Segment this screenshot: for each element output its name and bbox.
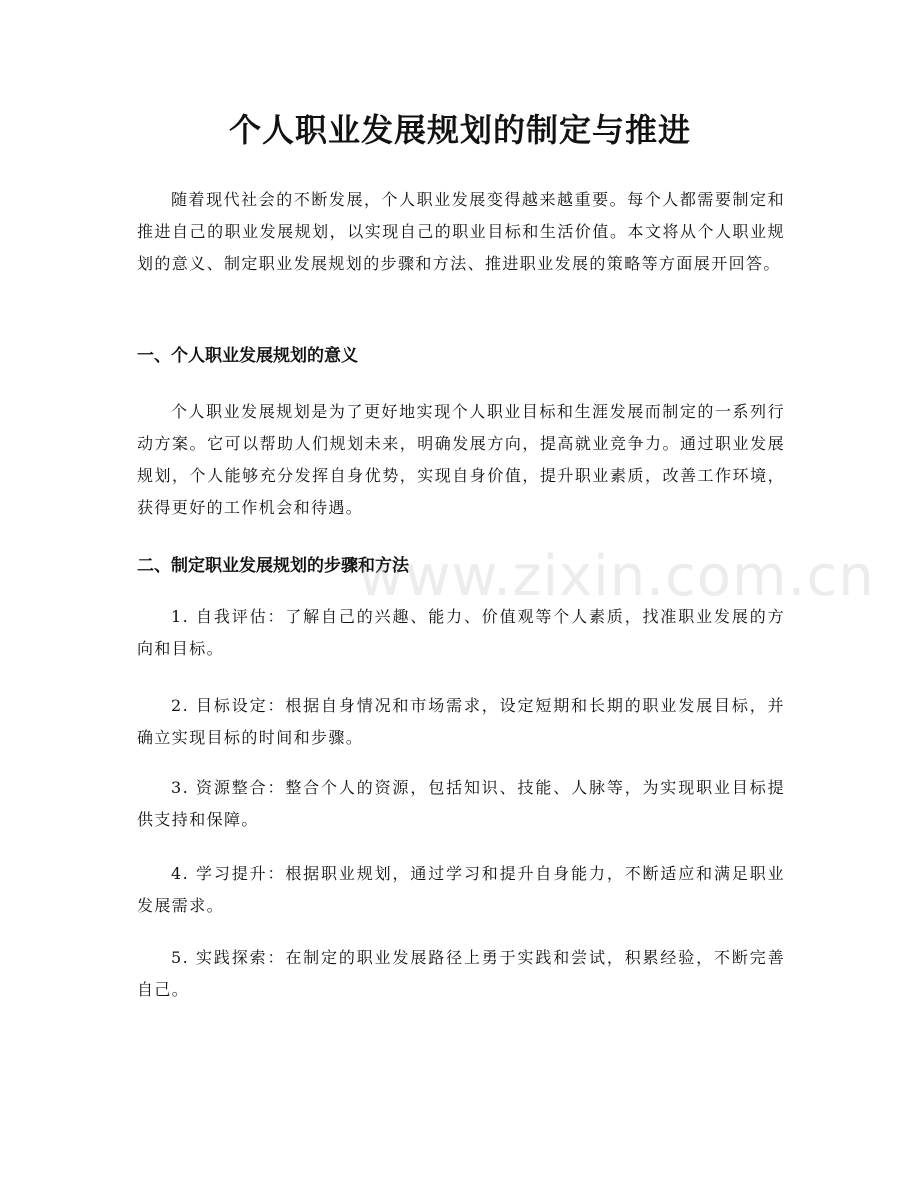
step-item-1: 1. 自我评估：了解自己的兴趣、能力、价值观等个人素质，找准职业发展的方向和目标。: [137, 607, 785, 658]
document-title: 个人职业发展规划的制定与推进: [228, 111, 691, 149]
step-item-2: 2. 目标设定：根据自身情况和市场需求，设定短期和长期的职业发展目标，并确立实现目标的时间和步骤。: [137, 696, 785, 747]
step-item-4: 4. 学习提升：根据职业规划，通过学习和提升自身能力，不断适应和满足职业发展需求。: [137, 864, 785, 915]
significance-paragraph: 个人职业发展规划是为了更好地实现个人职业目标和生涯发展而制定的一系列行动方案。它可以帮助人们规划未来，明确发展方向，提高就业竞争力。通过职业发展规划，个人能够充分发挥自身优势，实现自身价值，提升职业素质，改善工作环境，获得更好的工作机会和待遇。: [137, 402, 785, 517]
section-heading-significance: 一、个人职业发展规划的意义: [137, 346, 358, 366]
intro-paragraph: 随着现代社会的不断发展，个人职业发展变得越来越重要。每个人都需要制定和推进自己的职业发展规划，以实现自己的职业目标和生活价值。本文将从个人职业规划的意义、制定职业发展规划的步骤和方法、推进职业发展的策略等方面展开回答。: [137, 190, 785, 273]
step-item-3: 3. 资源整合：整合个人的资源，包括知识、技能、人脉等，为实现职业目标提供支持和保障。: [137, 778, 785, 829]
step-item-5: 5. 实践探索：在制定的职业发展路径上勇于实践和尝试，积累经验，不断完善自己。: [137, 948, 785, 999]
watermark-text: www.zixin.com.cn: [358, 544, 875, 609]
section-heading-steps: 二、制定职业发展规划的步骤和方法: [137, 556, 409, 576]
